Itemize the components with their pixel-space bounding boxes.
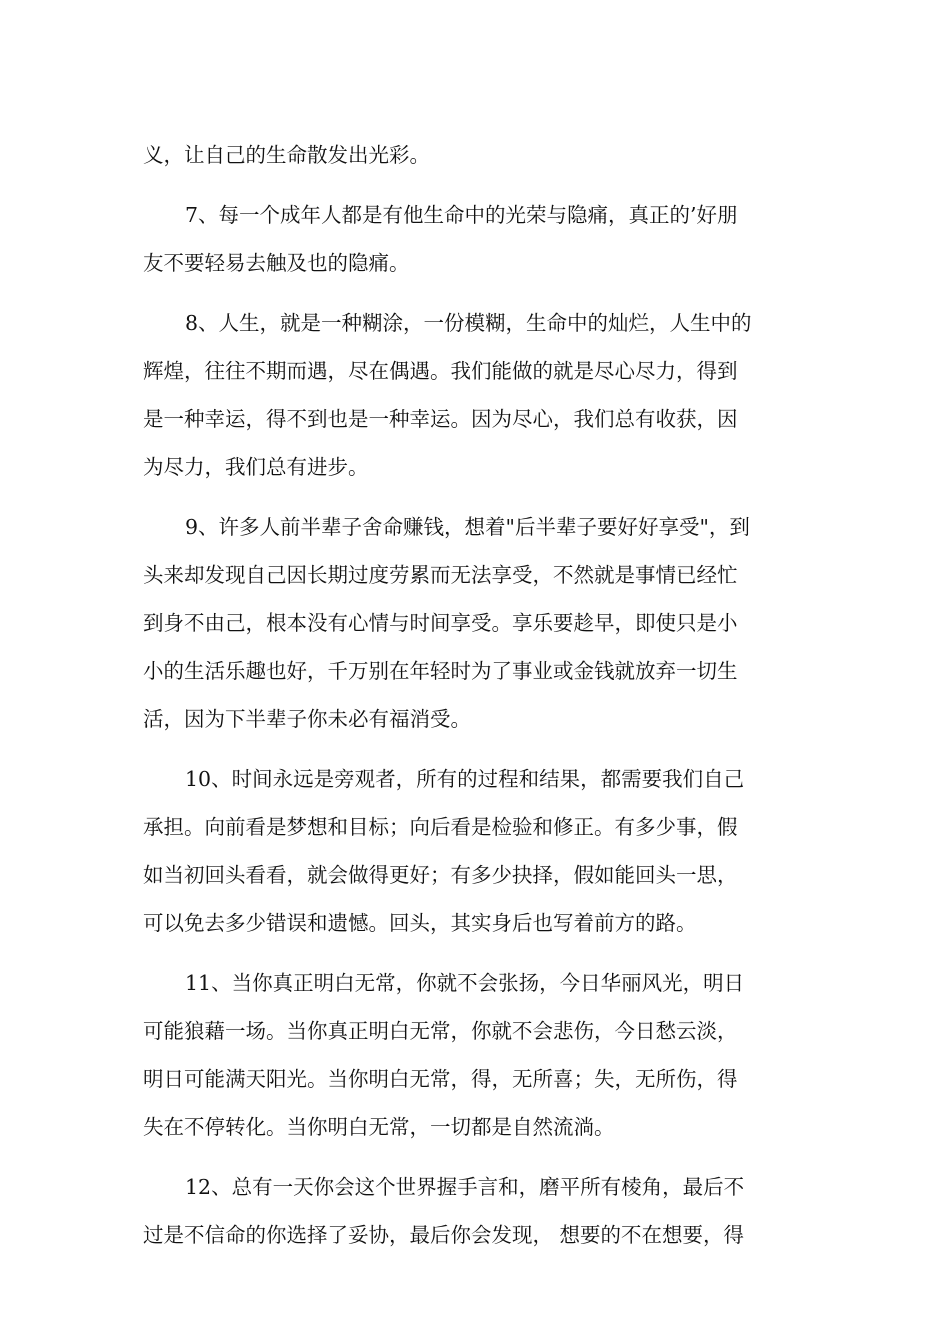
text-line: 是一种幸运，得不到也是一种幸运。因为尽心，我们总有收获，因 — [143, 407, 738, 431]
paragraph-item-11 — [143, 959, 808, 1151]
text-line: 小的生活乐趣也好，千万别在年轻时为了事业或金钱就放弃一切生 — [143, 659, 738, 683]
paragraph-item-9 — [143, 503, 808, 743]
paragraph-item-7 — [143, 191, 808, 287]
text-line: 失在不停转化。当你明白无常，一切都是自然流淌。 — [143, 1115, 615, 1139]
paragraph-item-12 — [143, 1163, 808, 1259]
text-line: 活，因为下半辈子你未必有福消受。 — [143, 707, 471, 731]
paragraph-tail — [143, 131, 808, 179]
text-line: 头来却发现自己因长期过度劳累而无法享受，不然就是事情已经忙 — [143, 563, 738, 587]
text-line: 如当初回头看看，就会做得更好；有多少抉择，假如能回头一思， — [143, 863, 738, 887]
text-line: 可能狼藉一场。当你真正明白无常，你就不会悲伤，今日愁云淡， — [143, 1019, 738, 1043]
text-line: 7、每一个成年人都是有他生命中的光荣与隐痛，真正的’好朋 — [185, 203, 738, 227]
text-line: 可以免去多少错误和遗憾。回头，其实身后也写着前方的路。 — [143, 911, 697, 935]
text-line: 过是不信命的你选择了妥协，最后你会发现， 想要的不在想要，得 — [143, 1223, 745, 1247]
document-body — [143, 131, 808, 1259]
text-line: 义，让自己的生命散发出光彩。 — [143, 143, 430, 167]
text-line: 辉煌，往往不期而遇，尽在偶遇。我们能做的就是尽心尽力，得到 — [143, 359, 738, 383]
text-line: 11、当你真正明白无常，你就不会张扬，今日华丽风光，明日 — [185, 971, 745, 995]
text-line: 友不要轻易去触及也的隐痛。 — [143, 251, 410, 275]
text-line: 明日可能满天阳光。当你明白无常，得，无所喜；失，无所伤，得 — [143, 1067, 738, 1091]
text-line: 12、总有一天你会这个世界握手言和，磨平所有棱角，最后不 — [185, 1175, 745, 1199]
text-line: 为尽力，我们总有进步。 — [143, 455, 369, 479]
paragraph-item-8 — [143, 299, 808, 491]
text-line: 承担。向前看是梦想和目标；向后看是检验和修正。有多少事，假 — [143, 815, 738, 839]
text-line: 到身不由己，根本没有心情与时间享受。享乐要趁早，即使只是小 — [143, 611, 738, 635]
paragraph-item-10 — [143, 755, 808, 947]
text-line: 10、时间永远是旁观者，所有的过程和结果，都需要我们自己 — [185, 767, 745, 791]
text-line: 9、许多人前半辈子舍命赚钱，想着"后半辈子要好好享受"，到 — [185, 515, 750, 539]
text-line: 8、人生，就是一种糊涂，一份模糊，生命中的灿烂，人生中的 — [185, 311, 752, 335]
